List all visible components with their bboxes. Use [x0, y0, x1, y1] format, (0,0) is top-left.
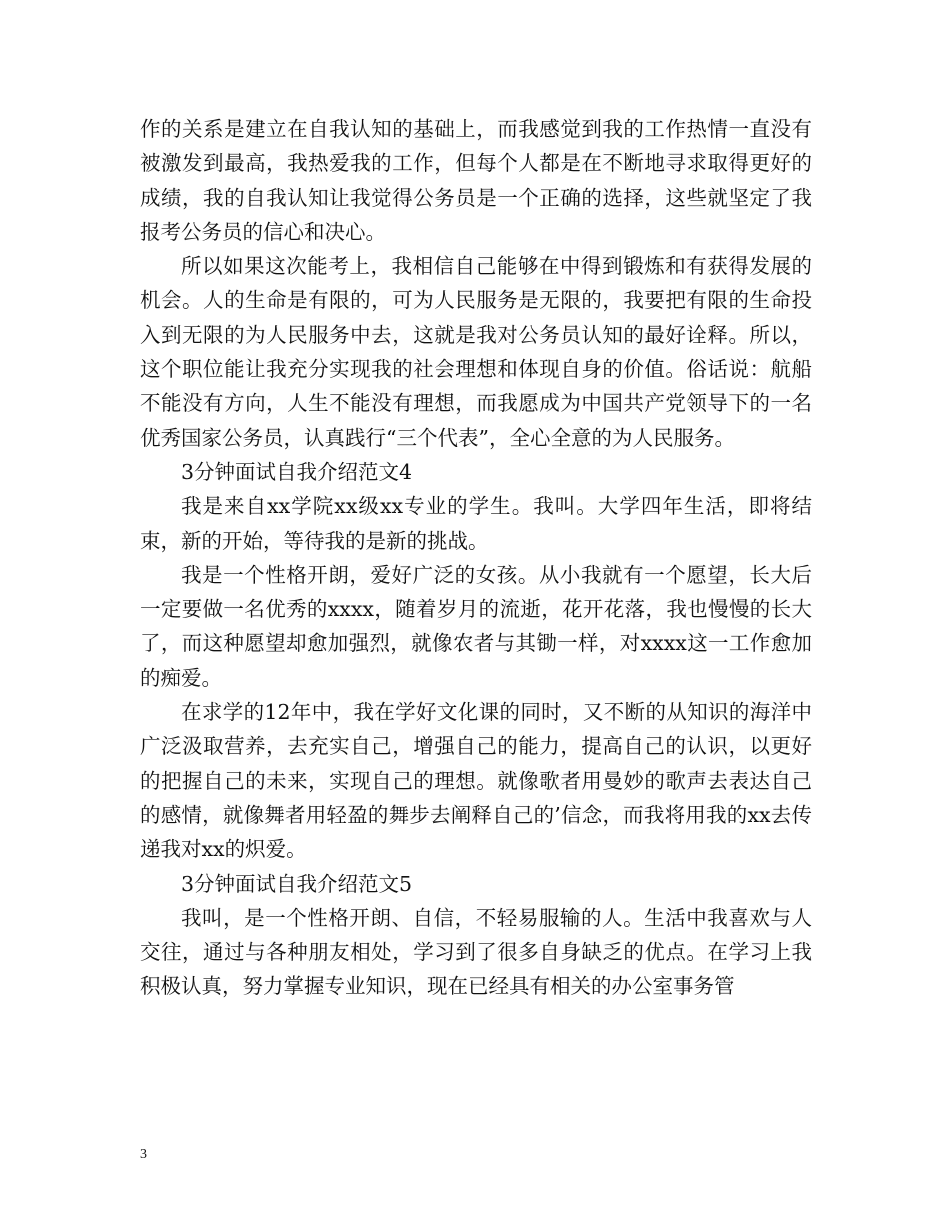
page-number: 3 — [140, 1147, 147, 1162]
paragraph: 在求学的12年中，我在学好文化课的同时，又不断的从知识的海洋中广泛汲取营养，去充实自己，增强自己的能力，提高自己的认识，以更好的把握自己的未来，实现自己的理想。就像歌者用曼妙的歌声去表达自己的感情，就像舞者用轻盈的舞步去阐释自己的’信念，而我将用我的xx去传递我对xx的炽爱。 — [140, 700, 812, 862]
paragraph: 所以如果这次能考上，我相信自己能够在中得到锻炼和有获得发展的机会。人的生命是有限的，可为人民服务是无限的，我要把有限的生命投入到无限的为人民服务中去，这就是我对公务员认知的最好诠释。所以，这个职位能让我充分实现我的社会理想和体现自身的价值。俗话说：航船不能没有方向，人生不能没有理想，而我愿成为中国共产党领导下的一名优秀国家公务员，认真践行“三个代表”，全心全意的为人民服务。 — [140, 254, 812, 450]
paragraph: 我是一个性格开朗，爱好广泛的女孩。从小我就有一个愿望，长大后一定要做一名优秀的xxxx，随着岁月的流逝，花开花落，我也慢慢的长大了，而这种愿望却愈加强烈，就像农者与其锄一样，对xxxx这一工作愈加的痴爱。 — [140, 562, 812, 690]
paragraph: 我叫，是一个性格开朗、自信，不轻易服输的人。生活中我喜欢与人交往，通过与各种朋友相处，学习到了很多自身缺乏的优点。在学习上我积极认真，努力掌握专业知识，现在已经具有相关的办公室事务管 — [140, 905, 812, 999]
paragraph-continuation: 作的关系是建立在自我认知的基础上，而我感觉到我的工作热情一直没有被激发到最高，我热爱我的工作，但每个人都是在不断地寻求取得更好的成绩，我的自我认知让我觉得公务员是一个正确的选择，这些就坚定了我报考公务员的信心和决心。 — [140, 117, 812, 244]
paragraph: 我是来自xx学院xx级xx专业的学生。我叫。大学四年生活，即将结束，新的开始，等待我的是新的挑战。 — [140, 494, 812, 553]
document-body — [140, 112, 812, 1004]
section-heading: 3分钟面试自我介绍范文5 — [181, 871, 413, 896]
section-heading: 3分钟面试自我介绍范文4 — [181, 459, 413, 484]
